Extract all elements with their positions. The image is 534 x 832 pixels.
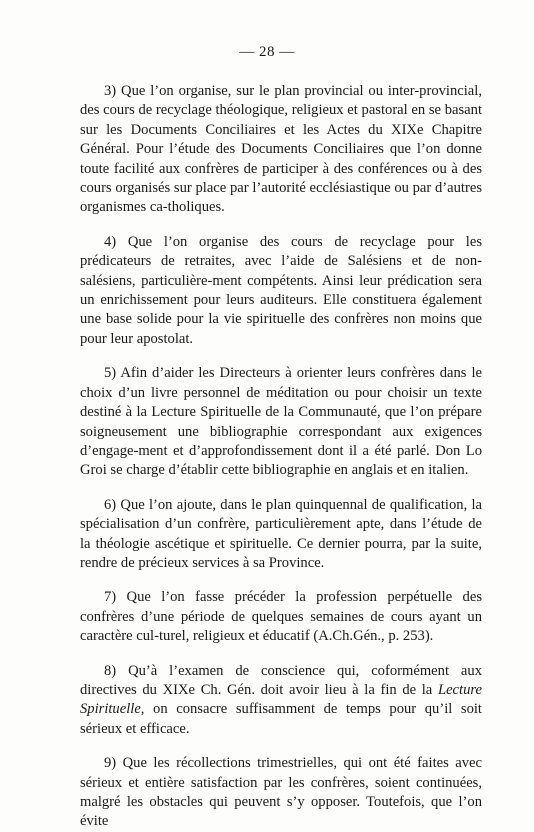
paragraph-6: 6) Que l’on ajoute, dans le plan quinquennal de qualification, la spécialisation d’un confrère, particulièrement apte, dans l’étude de la théologie ascétique et spirituelle. Ce dernier pourra, par la suite, rendre de précieux services à sa Province. xyxy=(80,496,482,571)
paragraph-8-italic-title: Lecture Spirituelle, xyxy=(80,681,482,718)
page-body xyxy=(80,82,482,832)
paragraph-5: 5) Afin d’aider les Directeurs à orienter leurs confrères dans le choix d’un livre personnel de méditation ou pour choisir un texte destiné à la Lecture Spirituelle de la Communauté, que l’on prépare soigneusement une bibliographie correspondant aux exigences d’engage-ment et d’approfondissement dont il a été parlé. Don Lo Groi se charge d’établir cette bibliographie en anglais et en italien. xyxy=(80,365,482,479)
paragraph-8-text-start: 8) Qu’à l’examen de conscience qui, coformément aux directives du XIXe Ch. Gén. doit avoir lieu à la fin de la xyxy=(80,662,482,698)
page-number: — 28 — xyxy=(239,44,295,60)
paragraph-8 xyxy=(80,662,482,740)
paragraph-9: 9) Que les récollections trimestrielles, qui ont été faites avec sérieux et entière satisfaction par les confrères, soient continuées, malgré les obstacles qui peuvent s’y opposer. Toutefois, que l’on évite xyxy=(80,755,482,830)
paragraph-7: 7) Que l’on fasse précéder la profession perpétuelle des confrères d’une période de quelques semaines de cours ayant un caractère cul-turel, religieux et éducatif (A.Ch.Gén., p. 253). xyxy=(80,589,482,645)
paragraph-8-text-end: on consacre suffisamment de temps pour qu’il soit sérieux et efficace. xyxy=(80,701,482,737)
paragraph-3: 3) Que l’on organise, sur le plan provincial ou inter-provincial, des cours de recyclage théologique, religieux et pastoral en se basant sur les Documents Conciliaires et les Actes du XIXe Chapitre Général. Pour l’étude des Documents Conciliaires que l’on donne toute facilité aux confrères de participer à des conférences ou à des cours organisés sur place par l’autorité ecclésiastique ou par d’autres organismes ca-tholiques. xyxy=(80,83,482,216)
paragraph-4: 4) Que l’on organise des cours de recyclage pour les prédicateurs de retraites, avec l’aide de Salésiens et de non-salésiens, particulière-ment compétents. Ainsi leur prédication sera un enrichissement pour leurs auditeurs. Elle constituera également une base solide pour la vie spirituelle des confrères non moins que pour leur apostolat. xyxy=(80,233,482,347)
